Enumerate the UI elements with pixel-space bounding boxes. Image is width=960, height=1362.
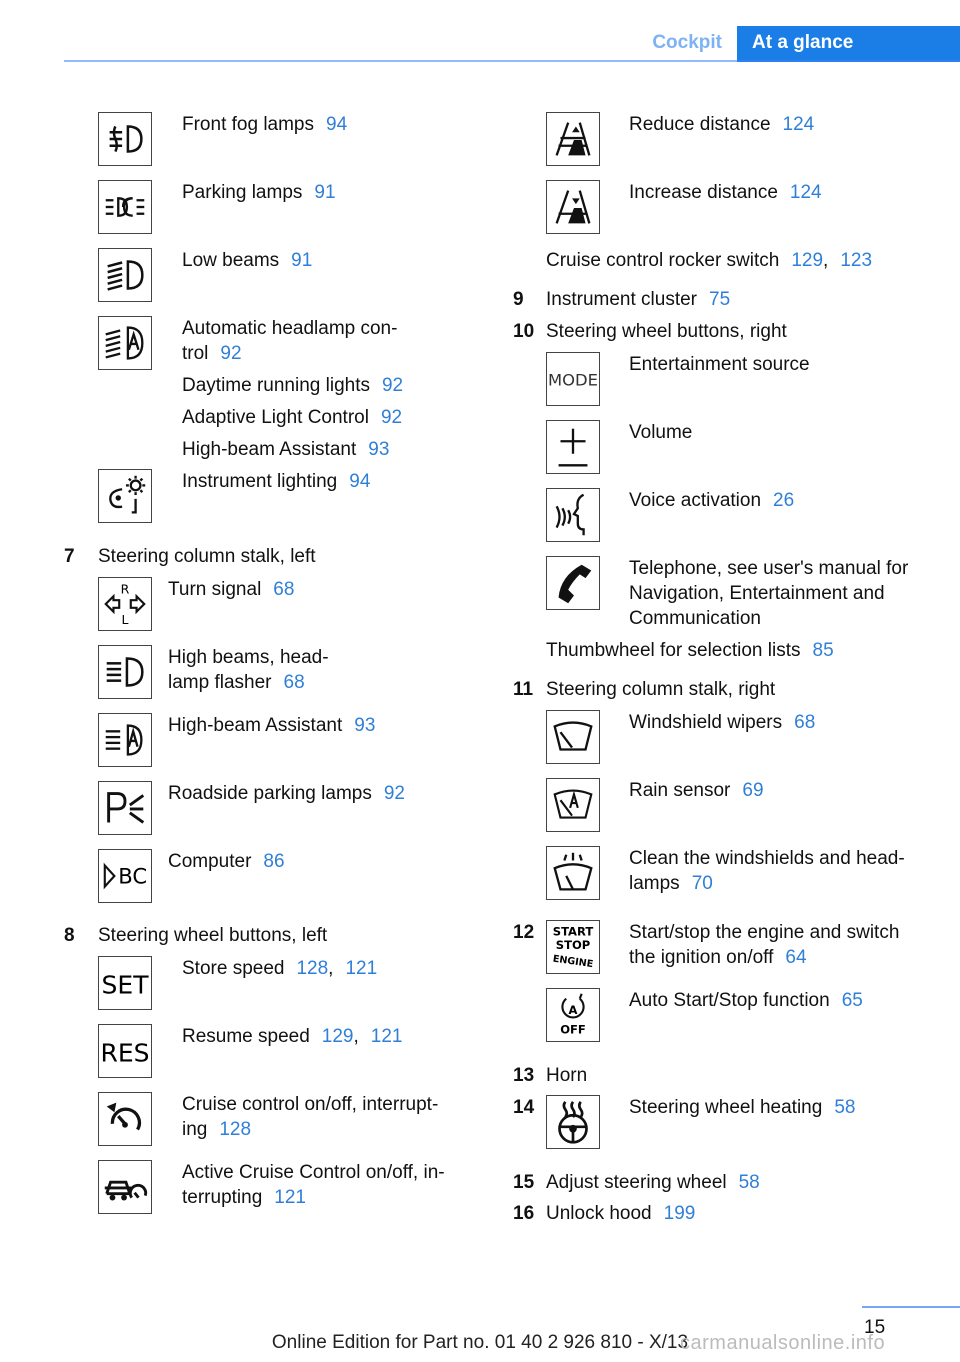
section-title: Unlock hood 199 <box>546 1203 696 1224</box>
high-beam-assistant-entry-2: High-beam Assistant 93 <box>168 715 376 736</box>
auto-start-stop-entry: Auto Start/Stop function 65 <box>629 990 863 1011</box>
low-beams-entry: Low beams 91 <box>182 250 313 271</box>
header-rule <box>64 60 960 62</box>
page-ref-link[interactable]: 64 <box>785 947 807 968</box>
item-number: 10 <box>513 321 535 342</box>
svg-text:BC: BC <box>118 863 148 889</box>
instrument-lighting-icon <box>98 469 152 523</box>
page-ref-link[interactable]: 128 <box>296 958 329 979</box>
section-title: Adjust steering wheel 58 <box>546 1172 760 1193</box>
page-ref-link[interactable]: 92 <box>380 407 403 428</box>
page-ref-link[interactable]: 68 <box>283 672 305 693</box>
cruise-control-icon <box>98 1092 152 1146</box>
page-ref-link[interactable]: 124 <box>789 182 822 203</box>
parking-lamps-entry: Parking lamps 91 <box>182 182 336 203</box>
svg-text:MODE: MODE <box>548 370 598 390</box>
page-ref-link[interactable]: 86 <box>263 851 285 872</box>
start-stop-entry: Start/stop the engine and switch <box>629 922 900 943</box>
svg-text:SET: SET <box>101 970 149 1000</box>
computer-entry: Computer 86 <box>168 851 285 872</box>
svg-text:A: A <box>568 1003 578 1018</box>
item-number: 8 <box>64 925 75 946</box>
page-ref-link[interactable]: 75 <box>709 289 731 310</box>
roadside-parking-lamps-entry: Roadside parking lamps 92 <box>168 783 405 804</box>
rain-sensor-entry: Rain sensor 69 <box>629 780 764 801</box>
page-ref-link[interactable]: 91 <box>314 182 336 203</box>
section-title: Steering wheel buttons, left <box>98 925 328 946</box>
windshield-wipers-icon <box>546 710 600 764</box>
active-cruise-control-entry: Active Cruise Control on/off, in- <box>182 1162 445 1183</box>
section-tab-cockpit[interactable]: Cockpit <box>652 32 722 53</box>
svg-text:STOP: STOP <box>555 937 591 952</box>
daytime-running-lights-entry: Daytime running lights 92 <box>182 375 404 396</box>
svg-text:R: R <box>120 581 130 597</box>
item-number: 15 <box>513 1172 535 1193</box>
turn-signal-entry: Turn signal 68 <box>168 579 295 600</box>
rain-sensor-icon <box>546 778 600 832</box>
page-ref-link[interactable]: 94 <box>326 114 348 135</box>
section-title: Steering column stalk, left <box>98 546 316 567</box>
svg-text:OFF: OFF <box>560 1022 586 1037</box>
washer-icon <box>546 846 600 900</box>
high-beams-entry-cont: lamp flasher 68 <box>168 672 305 693</box>
telephone-entry: Telephone, see user's manual for <box>629 558 909 579</box>
front-fog-lamps-entry: Front fog lamps 94 <box>182 114 348 135</box>
page-ref-link[interactable]: 121 <box>345 958 378 979</box>
item-number: 11 <box>513 679 534 700</box>
item-number: 9 <box>513 289 524 310</box>
store-speed-entry: Store speed 128, 121 <box>182 958 378 979</box>
page-ref-link[interactable]: 121 <box>370 1026 403 1047</box>
item-number: 16 <box>513 1203 535 1224</box>
reduce-distance-icon <box>546 112 600 166</box>
automatic-headlamp-entry: Automatic headlamp con- <box>182 318 398 339</box>
svg-text:ENGINE: ENGINE <box>552 953 594 971</box>
increase-distance-entry: Increase distance 124 <box>629 182 822 203</box>
page-ref-link[interactable]: 93 <box>368 439 390 460</box>
steering-wheel-heating-icon <box>546 1095 600 1149</box>
page-ref-link[interactable]: 26 <box>773 490 795 511</box>
page-ref-link[interactable]: 58 <box>834 1097 856 1118</box>
high-beam-assistant-entry: High-beam Assistant 93 <box>182 439 390 460</box>
thumbwheel-entry: Thumbwheel for selection lists 85 <box>546 640 834 661</box>
cruise-control-entry: Cruise control on/off, interrupt- <box>182 1094 439 1115</box>
start-stop-engine-icon <box>546 920 600 974</box>
auto-start-stop-icon <box>546 988 600 1042</box>
mode-button-icon <box>546 352 600 406</box>
adaptive-light-control-entry: Adaptive Light Control 92 <box>182 407 403 428</box>
page-ref-link[interactable]: 91 <box>291 250 313 271</box>
windshield-wipers-entry: Windshield wipers 68 <box>629 712 816 733</box>
page-ref-link[interactable]: 65 <box>841 990 863 1011</box>
telephone-icon <box>546 556 600 610</box>
section-title: Steering column stalk, right <box>546 679 776 700</box>
steering-wheel-heating-entry: Steering wheel heating 58 <box>629 1097 856 1118</box>
page-ref-link[interactable]: 123 <box>840 250 873 271</box>
resume-speed-entry: Resume speed 129, 121 <box>182 1026 403 1047</box>
item-number: 14 <box>513 1097 535 1118</box>
section-title: Instrument cluster 75 <box>546 289 731 310</box>
svg-text:RES: RES <box>100 1038 150 1068</box>
page-ref-link[interactable]: 92 <box>381 375 404 396</box>
start-stop-entry-cont: the ignition on/off 64 <box>629 947 807 968</box>
item-number: 13 <box>513 1065 535 1086</box>
page-number-rule <box>862 1306 960 1308</box>
res-button-icon <box>98 1024 152 1078</box>
telephone-entry-cont: Navigation, Entertainment and <box>629 583 885 604</box>
rocker-switch-entry: Cruise control rocker switch 129, 123 <box>546 250 873 271</box>
increase-distance-icon <box>546 180 600 234</box>
turn-signal-icon <box>98 577 152 631</box>
page-ref-link[interactable]: 70 <box>691 873 713 894</box>
voice-activation-icon <box>546 488 600 542</box>
automatic-headlamp-icon <box>98 316 152 370</box>
page-ref-link[interactable]: 58 <box>738 1172 760 1193</box>
page-ref-link[interactable]: 92 <box>383 783 405 804</box>
item-number: 12 <box>513 922 535 943</box>
automatic-headlamp-entry-cont: trol 92 <box>182 343 242 364</box>
reduce-distance-entry: Reduce distance 124 <box>629 114 815 135</box>
roadside-parking-lamps-icon <box>98 781 152 835</box>
page-ref-link[interactable]: 94 <box>349 471 371 492</box>
cruise-control-entry-cont: ing 128 <box>182 1119 252 1140</box>
active-cruise-control-entry-cont: terrupting 121 <box>182 1187 306 1208</box>
edition-footer: Online Edition for Part no. 01 40 2 926 810 - X/13 <box>271 1332 689 1353</box>
watermark: carmanualsonline.info <box>680 1332 886 1354</box>
volume-icon <box>546 420 600 474</box>
page-ref-link[interactable]: 68 <box>273 579 295 600</box>
page-ref-link[interactable]: 68 <box>794 712 816 733</box>
page-ref-link[interactable]: 128 <box>219 1119 252 1140</box>
section-title: Horn <box>546 1065 588 1086</box>
page-ref-link[interactable]: 85 <box>812 640 834 661</box>
section-title: Steering wheel buttons, right <box>546 321 787 342</box>
item-number: 7 <box>64 546 75 567</box>
set-button-icon <box>98 956 152 1010</box>
svg-text:START: START <box>552 924 594 939</box>
page-ref-link[interactable]: 121 <box>274 1187 306 1208</box>
page-ref-link[interactable]: 93 <box>354 715 376 736</box>
clean-windshields-entry: Clean the windshields and head- <box>629 848 905 869</box>
svg-text:L: L <box>121 612 129 628</box>
section-tab-at-a-glance[interactable]: At a glance <box>737 26 960 62</box>
computer-bc-icon <box>98 849 152 903</box>
page-ref-link[interactable]: 92 <box>220 343 242 364</box>
front-fog-lamps-icon <box>98 112 152 166</box>
instrument-lighting-entry: Instrument lighting 94 <box>182 471 371 492</box>
parking-lamps-icon <box>98 180 152 234</box>
page-ref-link[interactable]: 69 <box>742 780 764 801</box>
high-beam-assistant-icon <box>98 713 152 767</box>
page-ref-link[interactable]: 199 <box>663 1203 696 1224</box>
entertainment-source-entry: Entertainment source <box>629 354 810 375</box>
page-ref-link[interactable]: 129 <box>321 1026 354 1047</box>
telephone-entry-cont: Communication <box>629 608 761 629</box>
volume-entry: Volume <box>629 422 693 443</box>
page-ref-link[interactable]: 129 <box>791 250 824 271</box>
active-cruise-control-icon <box>98 1160 152 1214</box>
high-beams-entry: High beams, head- <box>168 647 329 668</box>
clean-windshields-entry-cont: lamps 70 <box>629 873 713 894</box>
high-beams-icon <box>98 645 152 699</box>
page-number: 15 <box>864 1317 886 1338</box>
voice-activation-entry: Voice activation 26 <box>629 490 795 511</box>
page-ref-link[interactable]: 124 <box>782 114 815 135</box>
low-beams-icon <box>98 248 152 302</box>
